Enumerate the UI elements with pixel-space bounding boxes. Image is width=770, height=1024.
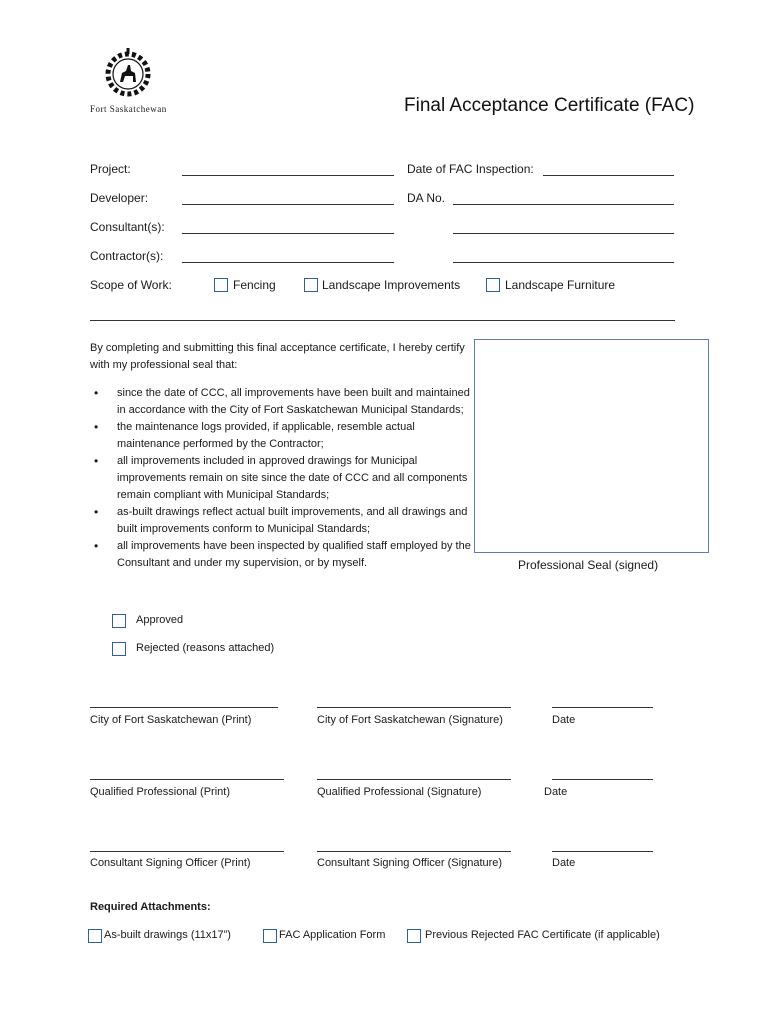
previous-rejected-checkbox[interactable] — [407, 929, 421, 943]
cso-print-line[interactable] — [90, 851, 284, 852]
certification-intro: By completing and submitting this final acceptance certificate, I hereby certify with my professional seal that: — [90, 342, 465, 371]
landscape-furniture-checkbox[interactable] — [486, 278, 500, 292]
landscape-furniture-label: Landscape Furniture — [505, 278, 616, 292]
da-number-field[interactable] — [453, 204, 674, 205]
cso-print-caption: Consultant Signing Officer (Print) — [90, 857, 251, 869]
cso-date-line[interactable] — [552, 851, 653, 852]
certification-list — [90, 385, 475, 572]
professional-seal-box[interactable] — [474, 339, 709, 553]
certification-item: • since the date of CCC, all improvements have been built and maintained in accordance with the City of Fort Saskatchewan Municipal Standards; — [90, 385, 475, 419]
qp-signature-caption: Qualified Professional (Signature) — [317, 786, 482, 798]
certification-item: • all improvements have been inspected by qualified staff employed by the Consultant and under my supervision, or by myself. — [90, 538, 475, 572]
required-attachments-title: Required Attachments: — [90, 901, 211, 913]
previous-rejected-label: Previous Rejected FAC Certificate (if applicable) — [425, 929, 660, 941]
rejected-label: Rejected (reasons attached) — [136, 642, 275, 654]
fac-application-label: FAC Application Form — [279, 929, 386, 941]
fac-date-label: Date of FAC Inspection: — [407, 162, 534, 176]
city-date-caption: Date — [552, 714, 576, 726]
cso-signature-caption: Consultant Signing Officer (Signature) — [317, 857, 503, 869]
logo-wordmark: Fort Saskatchewan — [90, 104, 167, 114]
developer-label: Developer: — [90, 191, 149, 205]
fencing-checkbox[interactable] — [214, 278, 228, 292]
contractor-field[interactable] — [182, 262, 394, 263]
qp-signature-line[interactable] — [317, 779, 511, 780]
consultant-field[interactable] — [182, 233, 394, 234]
qp-date-caption: Date — [544, 786, 568, 798]
fac-application-checkbox[interactable] — [263, 929, 277, 943]
scope-label: Scope of Work: — [90, 278, 172, 292]
qp-print-caption: Qualified Professional (Print) — [90, 786, 231, 798]
page-title: Final Acceptance Certificate (FAC) — [404, 95, 695, 116]
project-label: Project: — [90, 162, 131, 176]
city-date-line[interactable] — [552, 707, 653, 708]
project-field[interactable] — [182, 175, 394, 176]
consultant-field-2[interactable] — [453, 233, 674, 234]
da-number-label: DA No. — [407, 191, 446, 205]
certification-item: • as-built drawings reflect actual built improvements, and all drawings and built improvements conform to Municipal Standards; — [90, 504, 475, 538]
consultant-label: Consultant(s): — [90, 220, 165, 234]
qp-date-line[interactable] — [552, 779, 653, 780]
rejected-checkbox[interactable] — [112, 642, 126, 656]
city-signature-line[interactable] — [317, 707, 511, 708]
cso-signature-line[interactable] — [317, 851, 511, 852]
fac-date-field[interactable] — [543, 175, 674, 176]
landscape-improvements-checkbox[interactable] — [304, 278, 318, 292]
contractor-field-2[interactable] — [453, 262, 674, 263]
asbuilt-drawings-label: As-built drawings (11x17”) — [104, 929, 231, 941]
approved-label: Approved — [136, 614, 184, 626]
fencing-label: Fencing — [233, 278, 276, 292]
city-print-caption: City of Fort Saskatchewan (Print) — [90, 714, 252, 726]
asbuilt-drawings-checkbox[interactable] — [88, 929, 102, 943]
cso-date-caption: Date — [552, 857, 576, 869]
certification-item: • all improvements included in approved drawings for Municipal improvements remain on site since the date of CCC and all components remain compliant with Municipal Standards; — [90, 453, 475, 504]
qp-print-line[interactable] — [90, 779, 284, 780]
developer-field[interactable] — [182, 204, 394, 205]
certification-item: • the maintenance logs provided, if applicable, resemble actual maintenance performed by the Contractor; — [90, 419, 475, 453]
approved-checkbox[interactable] — [112, 614, 126, 628]
landscape-improvements-label: Landscape Improvements — [322, 278, 461, 292]
city-print-line[interactable] — [90, 707, 278, 708]
divider-line — [90, 320, 675, 321]
seal-caption: Professional Seal (signed) — [518, 558, 659, 572]
city-signature-caption: City of Fort Saskatchewan (Signature) — [317, 714, 503, 726]
contractor-label: Contractor(s): — [90, 249, 164, 263]
